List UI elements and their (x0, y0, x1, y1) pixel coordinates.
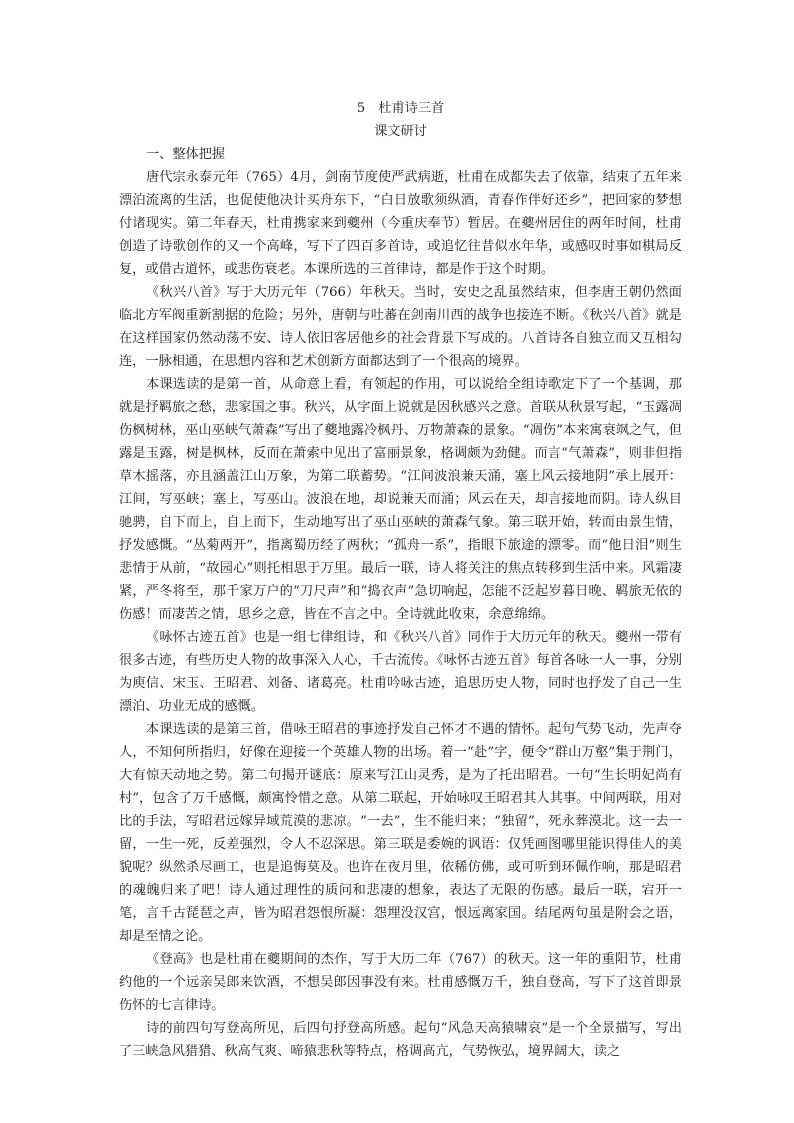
lesson-title: 5 杜甫诗三首 (356, 101, 445, 116)
paragraph-background: 唐代宗永泰元年（765）4月，剑南节度使严武病逝，杜甫在成都失去了依靠，结束了五年来漂泊流离的生活，也促使他决计买舟东下，“白日放歌须纵酒，青春作伴好还乡”，把回家的梦想付诸现实。第二年春天，杜甫携家来到夔州（今重庆奉节）暂居。在夔州居住的两年时间，杜甫创造了诗歌创作的又一个高峰，写下了四百多首诗，或追忆往昔似水年华，或感叹时事如棋局反复，或借古道怀，或悲伤衰老。本课所选的三首律诗，都是作于这个时期。 (119, 170, 682, 277)
lesson-subtitle: 课文研讨 (374, 124, 427, 139)
paragraph-denggao-intro: 《登高》也是杜甫在夔期间的杰作，写于大历二年（767）的秋天。这一年的重阳节，杜甫约他的一个远亲吴郎来饮酒，不想吴郎因事没有来。杜甫感慨万千，独自登高，写下了这首即景伤怀的七言律诗。 (119, 952, 682, 1013)
paragraph-yonghuai-analysis: 本课选读的是第三首，借咏王昭君的事迹抒发自己怀才不遇的情怀。起句气势飞动，先声夺人，不知何所指归，好像在迎接一个英雄人物的出场。着一“赴”字，便令“群山万壑”集于荆门，大有惊天动地之势。第二句揭开谜底：原来写江山灵秀，是为了托出昭君。一句“生长明妃尚有村”，包含了万千感慨，颇寓怜惜之意。从第二联起，开始咏叹王昭君其人其事。中间两联，用对比的手法，写昭君远嫁异域荒漠的悲凉。“一去”，生不能归来；“独留”，死永葬漠北。这一去一留，一生一死，反差强烈，令人不忍深思。第三联是委婉的讽语：仅凭画图哪里能识得佳人的美貌呢？纵然杀尽画工，也是追悔莫及。也许在夜月里，依稀仿佛，或可听到环佩作响，那是昭君的魂魄归来了吧！诗人通过理性的质问和悲凄的想象，表达了无限的伤感。最后一联，宕开一笔，言千古琵琶之声，皆为昭君怨恨所凝：怨埋没汉宫，恨远离家国。结尾两句虽是附会之语，却是至情之论。 (119, 722, 682, 944)
paragraph-yonghuai-intro: 《咏怀古迹五首》也是一组七律组诗，和《秋兴八首》同作于大历元年的秋天。夔州一带有很多古迹，有些历史人物的故事深入人心，千古流传。《咏怀古迹五首》每首各咏一人一事，分别为庾信、宋玉、王昭君、刘备、诸葛亮。杜甫吟咏古迹，追思历史人物，同时也抒发了自己一生漂泊、功业无成的感慨。 (119, 630, 682, 714)
paragraph-qiuxing-intro: 《秋兴八首》写于大历元年（766）年秋天。当时，安史之乱虽然结束，但李唐王朝仍然面临北方军阀重新割据的危险；另外，唐朝与吐蕃在剑南川西的战争也接连不断。《秋兴八首》就是在这样国家仍然动荡不安、诗人依旧客居他乡的社会背景下写成的。八首诗各自独立而又互相勾连，一脉相通，在思想内容和艺术创新方面都达到了一个很高的境界。 (119, 285, 682, 369)
document-page (119, 97, 682, 1063)
paragraph-qiuxing-analysis: 本课选读的是第一首，从命意上看，有领起的作用，可以说给全组诗歌定下了一个基调，那就是抒羁旅之愁，悲家国之事。秋兴，从字面上说就是因秋感兴之意。首联从秋景写起，“玉露凋伤枫树林，巫山巫峡气萧森”写出了夔地露冷枫丹、万物萧森的景象。“凋伤”本来寓衰飒之气，但露是玉露，树是枫林，反而在萧索中见出了富丽景象，格调颇为劲健。而言“气萧森”，则非但指草木摇落，亦且涵盖江山万象，为第二联蓄势。“江间波浪兼天涌，塞上风云接地阴”承上展开：江间，写巫峡；塞上，写巫山。波浪在地，却说兼天而涌；风云在天，却言接地而阴。诗人纵目驰骋，自下而上，自上而下，生动地写出了巫山巫峡的萧森气象。第三联开始，转而由景生情，抒发感慨。“丛菊两开”，指离蜀历经了两秋；“孤舟一系”，指眼下旅途的漂零。而“他日泪”则生悲情于从前，“故园心”则托相思于万里。最后一联，诗人将关注的焦点转移到生活中来。风霜凄紧，严冬将至，那千家万户的“刀尺声”和“捣衣声”急切响起，怎能不泛起岁暮日晚、羁旅无依的伤感！而凄苦之情，思乡之意，皆在不言之中。全诗就此收束，余意绵绵。 (119, 377, 682, 622)
section-heading: 一、整体把握 (146, 147, 226, 162)
paragraph-denggao-analysis: 诗的前四句写登高所见，后四句抒登高所感。起句“风急天高猿啸哀”是一个全景描写，写出了三峡急风猎猎、秋高气爽、啼猿悲秋等特点，格调高亢，气势恢弘，境界阔大，读之 (119, 1021, 682, 1059)
